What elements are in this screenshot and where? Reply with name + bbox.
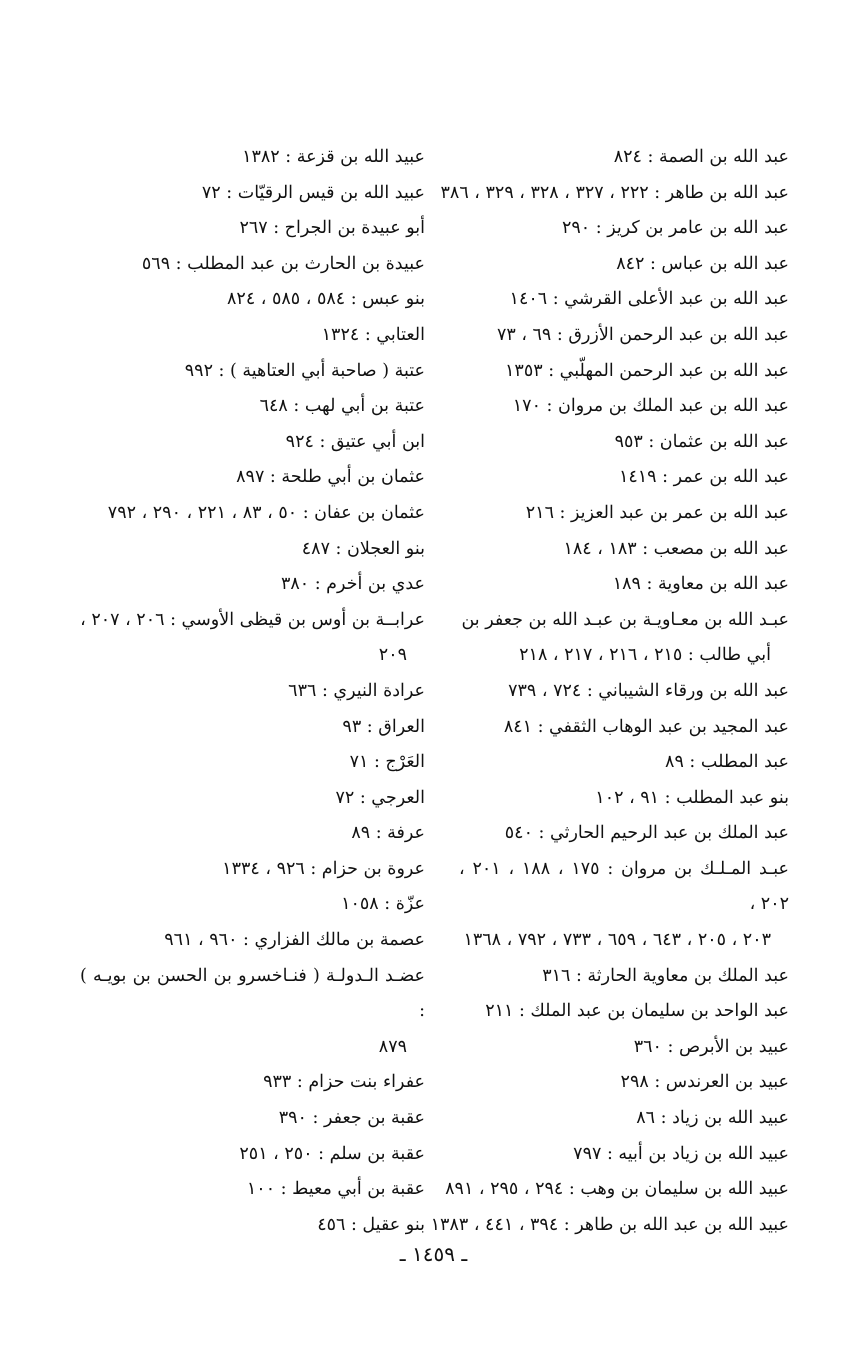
index-entry: عبيد الله بن قيس الرقيّات : ٧٢ xyxy=(201,182,425,203)
index-entry: عبد الواحد بن سليمان بن عبد الملك : ٢١١ xyxy=(485,1001,789,1022)
index-entry: العتابي : ١٣٢٤ xyxy=(321,324,425,345)
index-entry: عبد الله بن عبد الأعلى القرشي : ١٤٠٦ xyxy=(509,289,789,310)
index-entry: عدي بن أخرم : ٣٨٠ xyxy=(280,574,425,595)
index-entry: عثمان بن أبي طلحة : ٨٩٧ xyxy=(236,467,425,488)
index-entry: عبـد المـلـك بن مروان : ١٧٥ ، ١٨٨ ، ٢٠١ ، ٢٠٢ ، xyxy=(459,858,789,915)
index-entry: عبد الله بن عباس : ٨٤٢ xyxy=(616,253,789,274)
index-entry: عبد المطلب : ٨٩ xyxy=(665,752,789,773)
index-entry: عرادة النيري : ٦٣٦ xyxy=(288,680,425,701)
index-entry: عبيد الله بن زياد بن أبيه : ٧٩٧ xyxy=(573,1143,789,1164)
index-entry: عبد الله بن عامر بن كريز : ٢٩٠ xyxy=(561,218,789,239)
index-entry: بنو عبس : ٥٨٤ ، ٥٨٥ ، ٨٢٤ xyxy=(227,289,425,310)
index-entry: عقبة بن جعفر : ٣٩٠ xyxy=(278,1108,425,1129)
index-entry: عبيدة بن الحارث بن عبد المطلب : ٥٦٩ xyxy=(141,253,425,274)
index-entry: بنو العجلان : ٤٨٧ xyxy=(301,538,425,559)
index-entry: عبيد الله بن عبد الله بن طاهر : ٣٩٤ ، ٤٤١ ، ١٣٨٣ xyxy=(430,1214,789,1235)
index-entry: عبد الملك بن عبد الرحيم الحارثي : ٥٤٠ xyxy=(504,823,789,844)
index-entry: عبد الله بن عبد الملك بن مروان : ١٧٠ xyxy=(512,396,789,417)
index-entry: بنو عبد المطلب : ٩١ ، ١٠٢ xyxy=(595,787,789,808)
index-entry: عتبة بن أبي لهب : ٦٤٨ xyxy=(259,396,425,417)
index-entry: عبد الله بن الصمة : ٨٢٤ xyxy=(613,147,789,167)
index-entry: عبيد بن العرندس : ٢٩٨ xyxy=(620,1072,789,1093)
index-entry: بنو عقيل : ٤٥٦ xyxy=(317,1214,425,1235)
index-entry: عبد الله بن عمر بن عبد العزيز : ٢١٦ xyxy=(525,502,789,523)
index-entry: العراق : ٩٣ xyxy=(342,716,425,737)
index-entry-continuation: ٨٧٩ xyxy=(378,1036,407,1057)
index-entry: عبيد بن الأبرص : ٣٦٠ xyxy=(633,1036,789,1057)
index-entry: عبد الله بن ورقاء الشيباني : ٧٢٤ ، ٧٣٩ xyxy=(508,680,789,701)
index-column-right xyxy=(430,140,789,1243)
index-entry: أبو عبيدة بن الجراح : ٢٦٧ xyxy=(239,218,425,239)
index-entry: عبد الله بن عبد الرحمن المهلّبي : ١٣٥٣ xyxy=(505,360,789,381)
index-entry-continuation: ٢٠٩ xyxy=(378,645,407,666)
index-entry: العَرْج : ٧١ xyxy=(349,752,425,773)
index-entry: عبد الله بن عمر : ١٤١٩ xyxy=(618,467,789,488)
index-entry: عبد الله بن معاوية : ١٨٩ xyxy=(612,574,789,595)
index-entry: عرابــة بن أوس بن قيظى الأوسي : ٢٠٦ ، ٢٠٧ ، xyxy=(80,609,425,630)
index-entry: عبيد الله بن سليمان بن وهب : ٢٩٤ ، ٢٩٥ ، ٨٩١ xyxy=(445,1179,789,1200)
index-entry: عبيد الله بن قزعة : ١٣٨٢ xyxy=(242,147,425,167)
index-entry-continuation: أبي طالب : ٢١٥ ، ٢١٦ ، ٢١٧ ، ٢١٨ xyxy=(519,645,771,666)
index-entry: عبد الله بن طاهر : ٢٢٢ ، ٣٢٧ ، ٣٢٨ ، ٣٢٩ ، ٣٨٦ xyxy=(440,182,789,203)
index-entry: عبد الله بن عبد الرحمن الأزرق : ٦٩ ، ٧٣ xyxy=(496,324,789,345)
page-number: ـ ١٤٥٩ ـ xyxy=(399,1242,468,1266)
index-entry: عبد المجيد بن عبد الوهاب الثقفي : ٨٤١ xyxy=(503,716,789,737)
index-entry: عرفة : ٨٩ xyxy=(351,823,425,844)
index-entry: عصمة بن مالك الفزاري : ٩٦٠ ، ٩٦١ xyxy=(164,930,425,951)
index-entry: عثمان بن عفان : ٥٠ ، ٨٣ ، ٢٢١ ، ٢٩٠ ، ٧٩٢ xyxy=(107,502,425,523)
index-entry-continuation: ٢٠٣ ، ٢٠٥ ، ٦٤٣ ، ٦٥٩ ، ٧٣٣ ، ٧٩٢ ، ١٣٦٨ xyxy=(463,930,771,951)
index-entry: ابن أبي عتيق : ٩٢٤ xyxy=(285,431,425,452)
index-column-left xyxy=(80,140,425,1243)
index-entry: عفراء بنت حزام : ٩٣٣ xyxy=(263,1072,425,1093)
index-entry: عقبة بن سلم : ٢٥٠ ، ٢٥١ xyxy=(239,1143,425,1164)
index-entry: عبيد الله بن زياد : ٨٦ xyxy=(636,1108,789,1129)
index-entry: عبد الله بن عثمان : ٩٥٣ xyxy=(614,431,789,452)
index-entry: عبد الله بن مصعب : ١٨٣ ، ١٨٤ xyxy=(563,538,789,559)
index-entry: عقبة بن أبي معيط : ١٠٠ xyxy=(246,1179,425,1200)
index-entry: عبـد الله بن معـاويـة بن عبـد الله بن جعفر بن xyxy=(461,609,789,630)
index-entry: عتبة ( صاحبة أبي العتاهية ) : ٩٩٢ xyxy=(184,360,425,381)
index-entry: عروة بن حزام : ٩٢٦ ، ١٣٣٤ xyxy=(222,858,425,879)
index-entry: عزّة : ١٠٥٨ xyxy=(341,894,425,915)
index-entry: العرجي : ٧٢ xyxy=(335,787,425,808)
index-entry: عبد الملك بن معاوية الحارثة : ٣١٦ xyxy=(542,965,789,986)
index-entry: عضـد الـدولـة ( فنـاخسرو بن الحسن بن بويـه ) : xyxy=(80,965,425,1022)
